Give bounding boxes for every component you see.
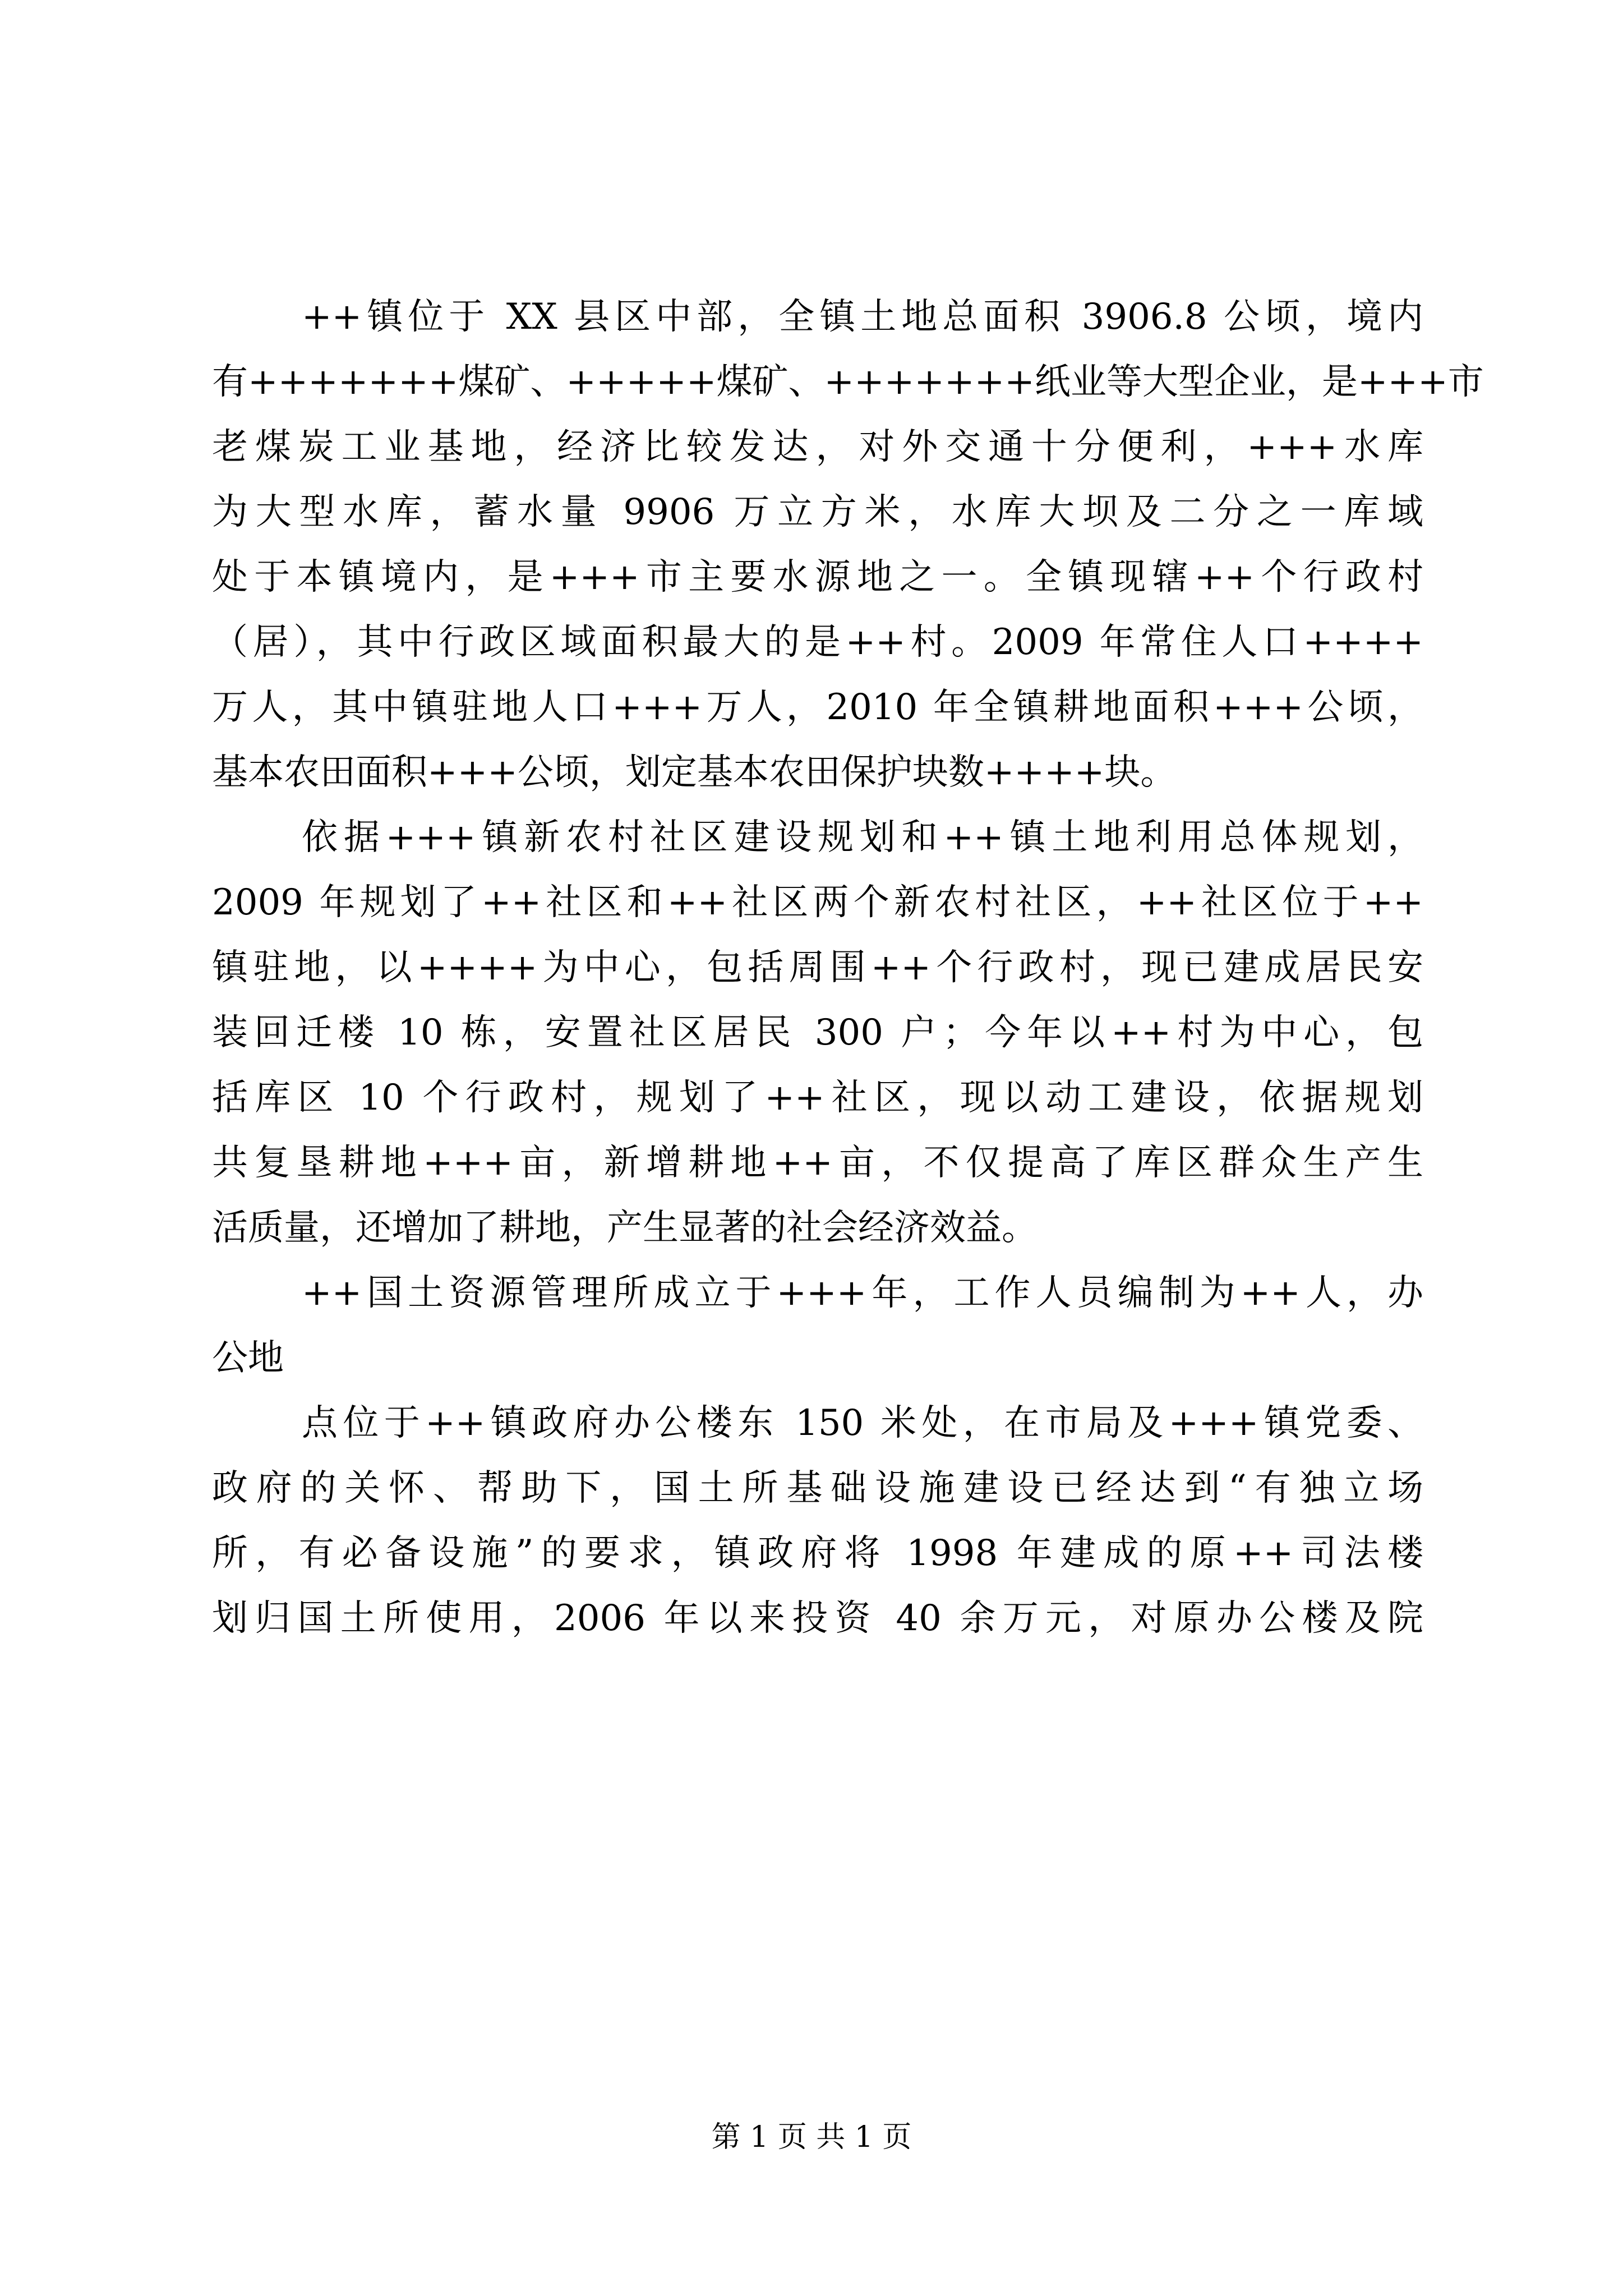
paragraph-1-line-6: （居），其中行政区域面积最大的是++村。2009 年常住人口++++ (212, 622, 1423, 663)
paragraph-2-line-2: 2009 年规划了++社区和++社区两个新农村社区，++社区位于++ (212, 882, 1423, 923)
paragraph-3-line-1: ++国土资源管理所成立于+++年，工作人员编制为++人，办 (302, 1272, 1423, 1314)
paragraph-4-line-3: 所，有必备设施”的要求，镇政府将 1998 年建成的原++司法楼 (212, 1533, 1423, 1574)
paragraph-1-line-7: 万人，其中镇驻地人口+++万人，2010 年全镇耕地面积+++公顷， (212, 687, 1423, 728)
paragraph-3-line-2: 公地 (212, 1337, 284, 1379)
paragraph-4-line-4: 划归国土所使用，2006 年以来投资 40 余万元，对原办公楼及院 (212, 1598, 1423, 1639)
paragraph-4-line-2: 政府的关怀、帮助下，国土所基础设施建设已经达到“有独立场 (212, 1467, 1423, 1509)
paragraph-1-line-8: 基本农田面积+++公顷，划定基本农田保护块数++++块。 (212, 752, 1177, 793)
paragraph-1-line-1: ++镇位于 XX 县区中部，全镇土地总面积 3906.8 公顷，境内 (302, 296, 1423, 338)
paragraph-2-line-5: 括库区 10 个行政村，规划了++社区，现以动工建设，依据规划 (212, 1077, 1423, 1119)
paragraph-1-line-4: 为大型水库，蓄水量 9906 万立方米，水库大坝及二分之一库域 (212, 491, 1423, 533)
paragraph-2-line-6: 共复垦耕地+++亩，新增耕地++亩，不仅提高了库区群众生产生 (212, 1142, 1423, 1184)
paragraph-2-line-7: 活质量，还增加了耕地，产生显著的社会经济效益。 (212, 1207, 1038, 1249)
paragraph-2-line-3: 镇驻地，以++++为中心，包括周围++个行政村，现已建成居民安 (212, 947, 1423, 988)
page-number-footer: 第 1 页 共 1 页 (711, 2120, 912, 2154)
paragraph-1-line-5: 处于本镇境内，是+++市主要水源地之一。全镇现辖++个行政村 (212, 556, 1423, 598)
paragraph-1-line-3: 老煤炭工业基地，经济比较发达，对外交通十分便利，+++水库 (212, 426, 1423, 468)
paragraph-2-line-1: 依据+++镇新农村社区建设规划和++镇土地利用总体规划， (302, 817, 1423, 858)
paragraph-1-line-2: 有+++++++煤矿、+++++煤矿、+++++++纸业等大型企业，是+++市 (212, 361, 1484, 403)
paragraph-4-line-1: 点位于++镇政府办公楼东 150 米处，在市局及+++镇党委、 (302, 1402, 1423, 1444)
paragraph-2-line-4: 装回迁楼 10 栋，安置社区居民 300 户；今年以++村为中心，包 (212, 1012, 1423, 1053)
